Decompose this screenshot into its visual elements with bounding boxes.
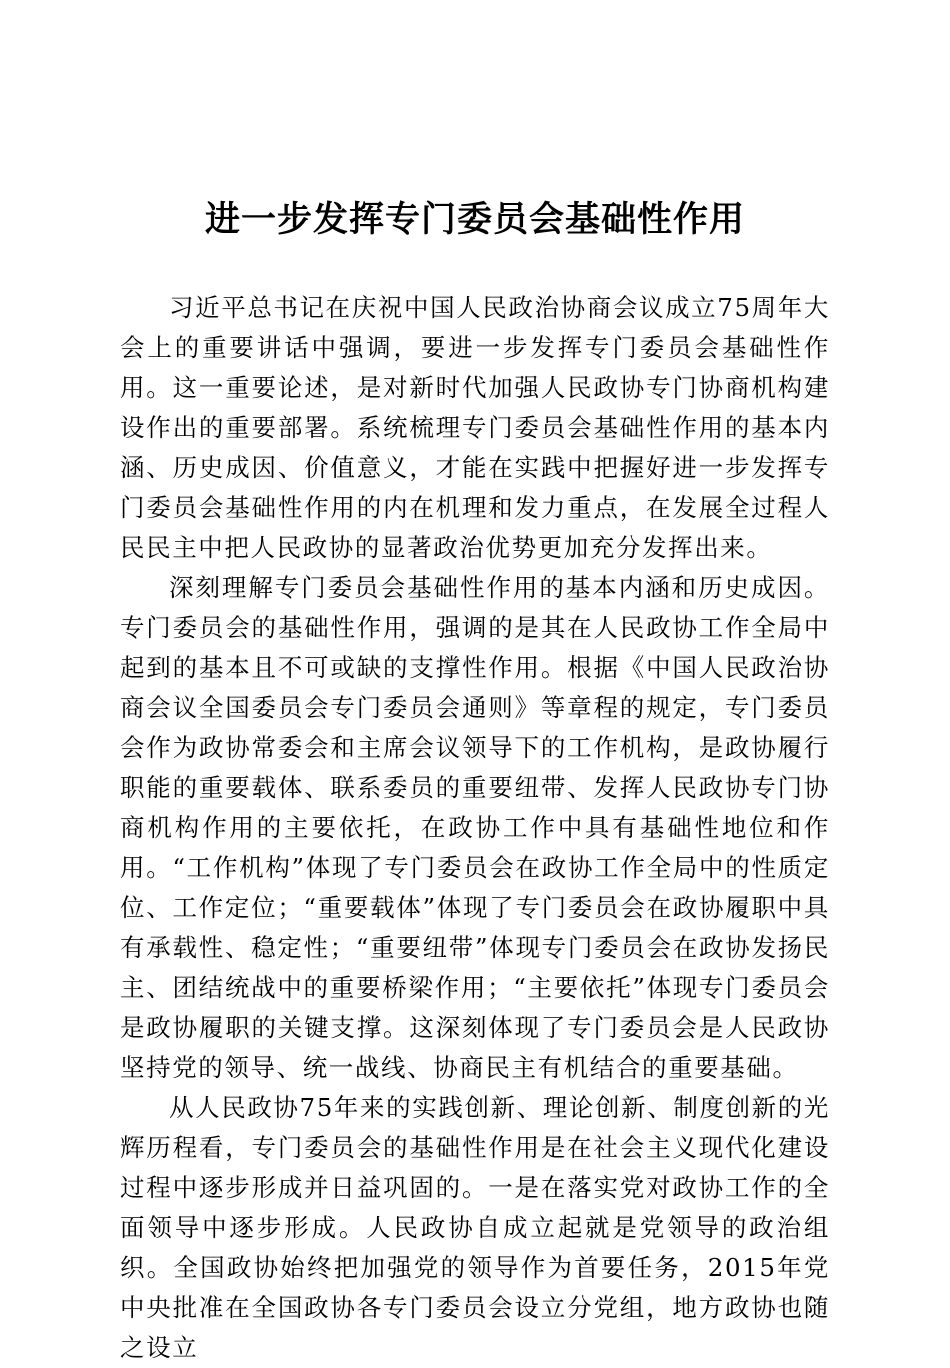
paragraph-1: 习近平总书记在庆祝中国人民政治协商会议成立75周年大会上的重要讲话中强调，要进一步发挥专门委员会基础性作用。这一重要论述，是对新时代加强人民政协专门协商机构建设作出的重要部署。系统梳理专门委员会基础性作用的基本内涵、历史成因、价值意义，才能在实践中把握好进一步发挥专门委员会基础性作用的内在机理和发力重点，在发展全过程人民民主中把人民政协的显著政治优势更加充分发挥出来。: [120, 293, 830, 562]
paragraph-3: 从人民政协75年来的实践创新、理论创新、制度创新的光辉历程看，专门委员会的基础性作用是在社会主义现代化建设过程中逐步形成并日益巩固的。一是在落实党对政协工作的全面领导中逐步形成。人民政协自成立起就是党领导的政治组织。全国政协始终把加强党的领导作为首要任务，2015年党中央批准在全国政协各专门委员会设立分党组，地方政协也随之设立: [120, 1093, 830, 1362]
document-body: [120, 288, 830, 1368]
document-title: 进一步发挥专门委员会基础性作用: [204, 199, 745, 240]
paragraph-2: 深刻理解专门委员会基础性作用的基本内涵和历史成因。专门委员会的基础性作用，强调的是其在人民政协工作全局中起到的基本且不可或缺的支撑性作用。根据《中国人民政治协商会议全国委员会专门委员会通则》等章程的规定，专门委员会作为政协常委会和主席会议领导下的工作机构，是政协履行职能的重要载体、联系委员的重要纽带、发挥人民政协专门协商机构作用的主要依托，在政协工作中具有基础性地位和作用。“工作机构”体现了专门委员会在政协工作全局中的性质定位、工作定位；“重要载体”体现了专门委员会在政协履职中具有承载性、稳定性；“重要纽带”体现专门委员会在政协发扬民主、团结统战中的重要桥梁作用；“主要依托”体现专门委员会是政协履职的关键支撑。这深刻体现了专门委员会是人民政协坚持党的领导、统一战线、协商民主有机结合的重要基础。: [120, 573, 830, 1082]
